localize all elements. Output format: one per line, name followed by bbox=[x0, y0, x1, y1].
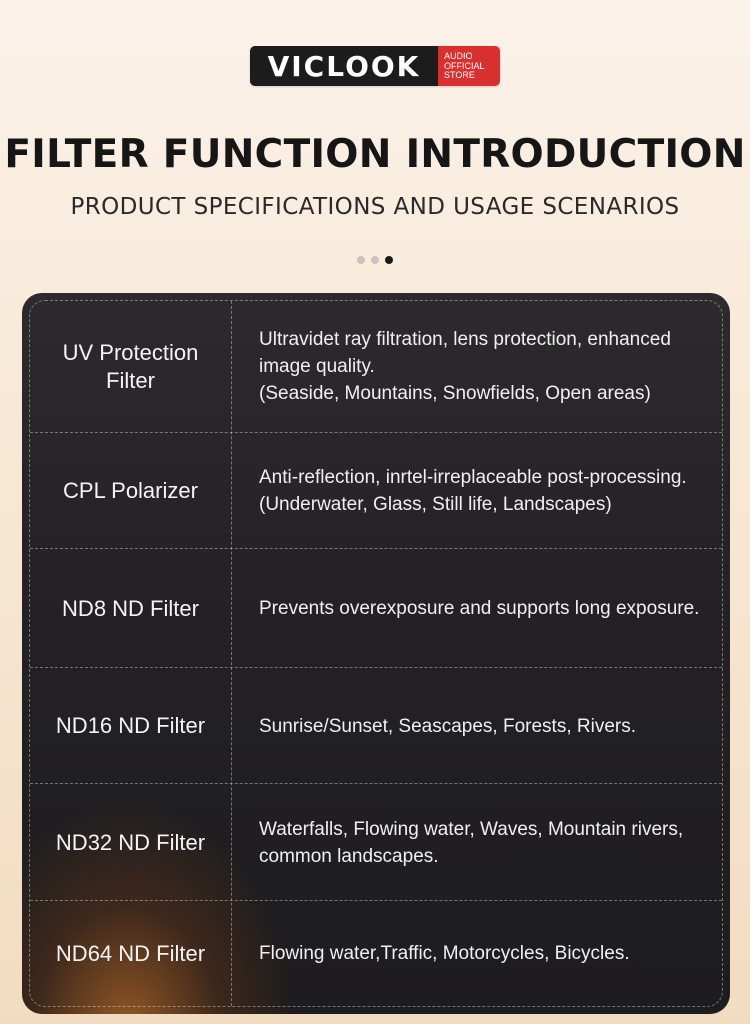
filter-table-card bbox=[22, 293, 730, 1014]
filter-name: ND32 ND Filter bbox=[55, 829, 206, 855]
pagination-dot[interactable] bbox=[371, 256, 379, 264]
brand-tag-line: AUDIO bbox=[444, 51, 473, 61]
description-line: common landscapes. bbox=[259, 845, 439, 867]
filter-name: ND8 ND Filter bbox=[62, 595, 199, 621]
description-line: Anti-reflection, inrtel-irreplaceable post-processing. bbox=[259, 467, 687, 488]
description-line: (Seaside, Mountains, Snowfields, Open areas) bbox=[259, 383, 651, 404]
description-line: (Underwater, Glass, Still life, Landscapes) bbox=[259, 494, 612, 515]
description-line: Waterfalls, Flowing water, Waves, Mountain rivers, bbox=[259, 818, 684, 840]
table-row bbox=[30, 301, 722, 432]
filter-name: CPL Polarizer bbox=[63, 478, 198, 503]
brand-tag-line: STORE bbox=[444, 70, 475, 80]
brand-tag-line: OFFICIAL bbox=[444, 60, 485, 71]
table-row bbox=[30, 667, 722, 784]
filter-name: ND16 ND Filter bbox=[55, 713, 206, 738]
brand-name: VICLOOK bbox=[250, 46, 438, 86]
pagination-dot[interactable] bbox=[357, 256, 365, 264]
page-title: FILTER FUNCTION INTRODUCTION bbox=[4, 132, 746, 177]
filter-description bbox=[231, 816, 722, 870]
filter-name: UV Protection Filter bbox=[62, 339, 199, 393]
filter-description bbox=[231, 940, 722, 967]
pagination-dot-active[interactable] bbox=[385, 256, 393, 264]
filter-name: ND64 ND Filter bbox=[55, 940, 206, 966]
description-line: Sunrise/Sunset, Seascapes, Forests, Rivers. bbox=[259, 715, 636, 737]
table-row bbox=[30, 783, 722, 901]
filter-description bbox=[231, 326, 722, 407]
table-row bbox=[30, 548, 722, 668]
filter-description bbox=[231, 595, 722, 622]
description-line: image quality. bbox=[259, 356, 375, 377]
description-line: Prevents overexposure and supports long exposure. bbox=[259, 598, 700, 619]
filter-description bbox=[231, 464, 722, 518]
description-line: Ultravidet ray filtration, lens protection, enhanced bbox=[259, 329, 671, 350]
filter-table bbox=[29, 300, 723, 1007]
table-row bbox=[30, 432, 722, 549]
brand-logo[interactable] bbox=[250, 46, 500, 86]
table-row bbox=[30, 900, 722, 1006]
brand-tag bbox=[438, 46, 500, 86]
filter-description bbox=[231, 713, 722, 740]
page-subtitle: PRODUCT SPECIFICATIONS AND USAGE SCENARIOS bbox=[70, 194, 680, 220]
description-line: Flowing water,Traffic, Motorcycles, Bicycles. bbox=[259, 943, 630, 964]
pagination-dots bbox=[357, 256, 393, 264]
